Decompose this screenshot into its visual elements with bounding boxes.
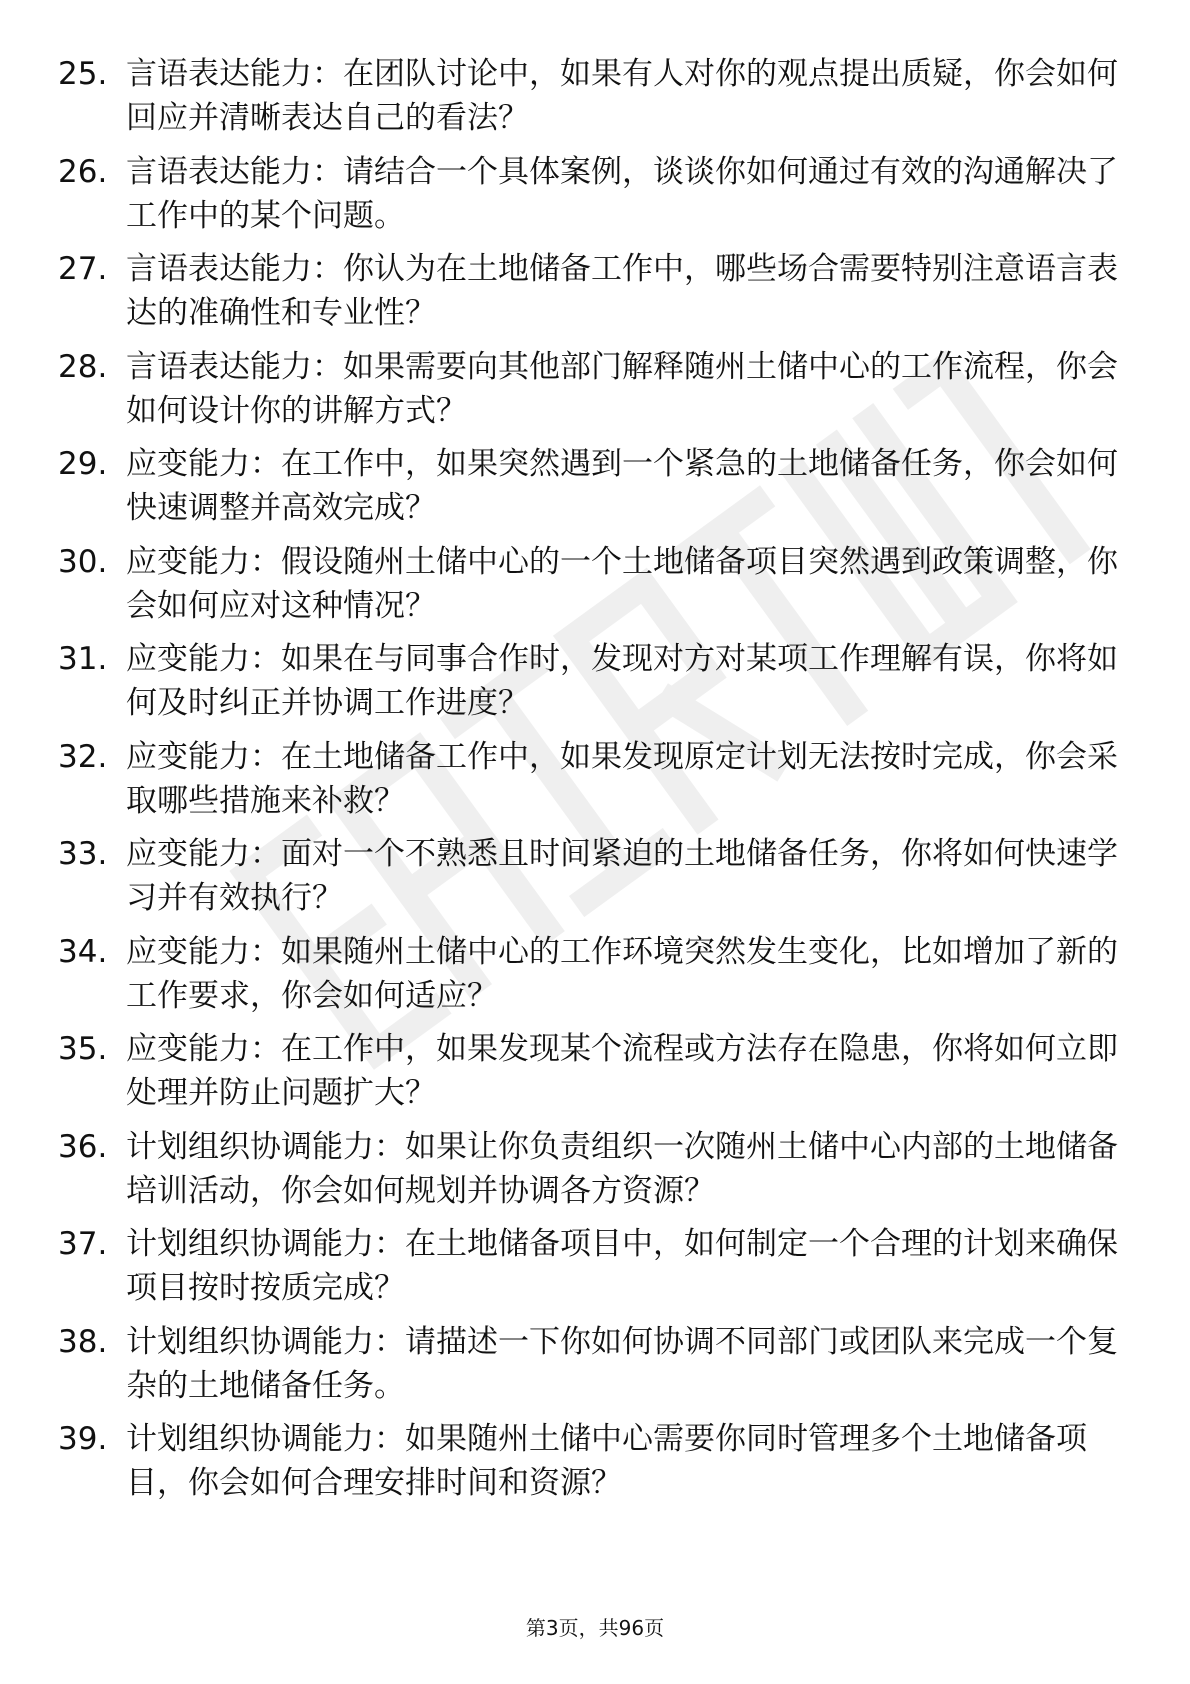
question-item (58, 442, 1118, 540)
question-number: 28. (58, 348, 108, 385)
question-text: 言语表达能力：如果需要向其他部门解释随州土储中心的工作流程，你会如何设计你的讲解方式？ (126, 348, 1118, 429)
question-item (58, 735, 1118, 833)
question-item (58, 637, 1118, 735)
question-text: 应变能力：在工作中，如果突然遇到一个紧急的土地储备任务，你会如何快速调整并高效完成？ (126, 446, 1118, 526)
question-number: 37. (58, 1226, 108, 1262)
question-number: 38. (58, 1323, 108, 1360)
question-text: 应变能力：假设随州土储中心的一个土地储备项目突然遇到政策调整，你会如何应对这种情况？ (126, 543, 1118, 624)
question-text: 计划组织协调能力：请描述一下你如何协调不同部门或团队来完成一个复杂的土地储备任务。 (126, 1323, 1118, 1404)
question-number: 32. (58, 738, 108, 775)
question-item (58, 150, 1118, 248)
question-number: 33. (58, 836, 108, 872)
question-list (58, 52, 1118, 1515)
question-item (58, 247, 1118, 345)
question-text: 应变能力：如果随州土储中心的工作环境突然发生变化，比如增加了新的工作要求，你会如何适应？ (126, 933, 1118, 1014)
question-item (58, 1222, 1118, 1320)
question-item (58, 1417, 1118, 1515)
question-item (58, 345, 1118, 443)
question-number: 29. (58, 446, 108, 482)
question-text: 计划组织协调能力：在土地储备项目中，如何制定一个合理的计划来确保项目按时按质完成？ (126, 1226, 1118, 1306)
question-text: 应变能力：在工作中，如果发现某个流程或方法存在隐患，你将如何立即处理并防止问题扩大？ (126, 1031, 1118, 1111)
question-item (58, 1125, 1118, 1223)
question-number: 26. (58, 153, 108, 190)
question-text: 应变能力：如果在与同事合作时，发现对方对某项工作理解有误，你将如何及时纠正并协调工作进度？ (126, 641, 1118, 721)
question-text: 计划组织协调能力：如果随州土储中心需要你同时管理多个土地储备项目，你会如何合理安排时间和资源？ (126, 1421, 1087, 1501)
question-number: 36. (58, 1128, 108, 1165)
question-item (58, 930, 1118, 1028)
question-number: 27. (58, 251, 108, 287)
page-number-footer: 第3页，共96页 (525, 1616, 665, 1640)
question-item (58, 52, 1118, 150)
question-item (58, 1027, 1118, 1125)
question-text: 应变能力：在土地储备工作中，如果发现原定计划无法按时完成，你会采取哪些措施来补救？ (126, 738, 1118, 819)
question-number: 31. (58, 641, 108, 677)
question-number: 39. (58, 1421, 108, 1457)
question-text: 言语表达能力：请结合一个具体案例，谈谈你如何通过有效的沟通解决了工作中的某个问题。 (126, 153, 1118, 234)
question-text: 言语表达能力：你认为在土地储备工作中，哪些场合需要特别注意语言表达的准确性和专业性？ (126, 251, 1118, 331)
question-number: 34. (58, 933, 108, 970)
question-text: 计划组织协调能力：如果让你负责组织一次随州土储中心内部的土地储备培训活动，你会如何规划并协调各方资源？ (126, 1128, 1118, 1209)
question-text: 应变能力：面对一个不熟悉且时间紧迫的土地储备任务，你将如何快速学习并有效执行？ (126, 836, 1118, 916)
question-item (58, 832, 1118, 930)
question-item (58, 540, 1118, 638)
question-text: 言语表达能力：在团队讨论中，如果有人对你的观点提出质疑，你会如何回应并清晰表达自己的看法？ (126, 56, 1118, 136)
question-number: 35. (58, 1031, 108, 1067)
question-item (58, 1320, 1118, 1418)
question-number: 30. (58, 543, 108, 580)
question-number: 25. (58, 56, 108, 92)
